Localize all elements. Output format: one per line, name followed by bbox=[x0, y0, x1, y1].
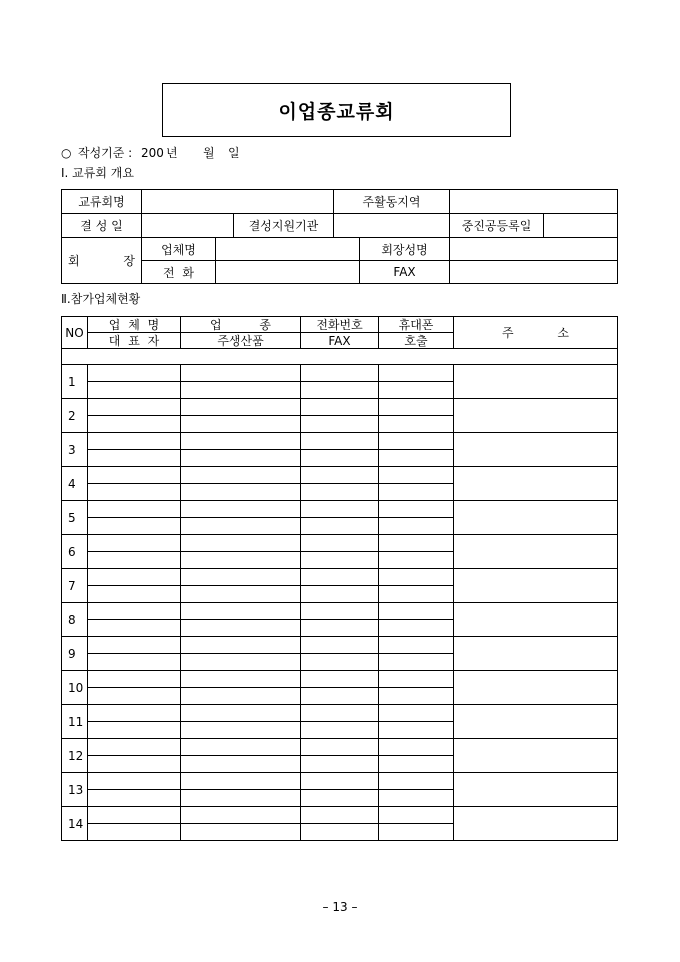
section1-title: Ⅰ. 교류회 개요 bbox=[61, 166, 134, 180]
mobile-cell[interactable] bbox=[379, 365, 454, 382]
fax-cell[interactable] bbox=[301, 382, 379, 399]
header-phone: 전화번호 bbox=[301, 317, 379, 333]
address-cell[interactable] bbox=[454, 705, 618, 739]
row-number: 6 bbox=[62, 535, 88, 569]
basis-month-unit: 월 bbox=[203, 146, 215, 160]
phone-cell[interactable] bbox=[301, 671, 379, 688]
address-cell[interactable] bbox=[454, 569, 618, 603]
pager-cell[interactable] bbox=[379, 688, 454, 705]
header-industry: 업 종 bbox=[181, 317, 301, 333]
mobile-cell[interactable] bbox=[379, 637, 454, 654]
chairman-label: 회 장 bbox=[62, 238, 142, 284]
main-region-field[interactable] bbox=[450, 190, 618, 214]
mobile-cell[interactable] bbox=[379, 501, 454, 518]
representative-cell[interactable] bbox=[88, 620, 181, 637]
table-row bbox=[62, 365, 618, 382]
phone-cell[interactable] bbox=[301, 637, 379, 654]
fax-cell[interactable] bbox=[301, 790, 379, 807]
pager-cell[interactable] bbox=[379, 552, 454, 569]
club-name-field[interactable] bbox=[142, 190, 334, 214]
basis-year-unit: 년 bbox=[166, 146, 178, 160]
chairman-name-field[interactable] bbox=[450, 238, 618, 261]
header-representative: 대 표 자 bbox=[88, 333, 181, 349]
phone-cell[interactable] bbox=[301, 433, 379, 450]
address-cell[interactable] bbox=[454, 807, 618, 841]
row-number: 8 bbox=[62, 603, 88, 637]
industry-cell[interactable] bbox=[181, 535, 301, 552]
representative-cell[interactable] bbox=[88, 688, 181, 705]
pager-cell[interactable] bbox=[379, 518, 454, 535]
registration-date-field[interactable] bbox=[544, 214, 618, 238]
phone-cell[interactable] bbox=[301, 467, 379, 484]
product-cell[interactable] bbox=[181, 722, 301, 739]
pager-cell[interactable] bbox=[379, 450, 454, 467]
phone-cell[interactable] bbox=[301, 569, 379, 586]
company-cell[interactable] bbox=[88, 671, 181, 688]
club-name-label: 교류회명 bbox=[62, 190, 142, 214]
company-cell[interactable] bbox=[88, 467, 181, 484]
industry-cell[interactable] bbox=[181, 705, 301, 722]
title-box bbox=[162, 83, 511, 137]
company-cell[interactable] bbox=[88, 569, 181, 586]
header-mobile: 휴대폰 bbox=[379, 317, 454, 333]
fax-cell[interactable] bbox=[301, 756, 379, 773]
table-row bbox=[62, 637, 618, 654]
table-row bbox=[62, 773, 618, 790]
address-cell[interactable] bbox=[454, 637, 618, 671]
table-row bbox=[62, 671, 618, 688]
phone-cell[interactable] bbox=[301, 739, 379, 756]
table-row bbox=[62, 399, 618, 416]
row-number: 12 bbox=[62, 739, 88, 773]
address-cell[interactable] bbox=[454, 603, 618, 637]
representative-cell[interactable] bbox=[88, 654, 181, 671]
mobile-cell[interactable] bbox=[379, 535, 454, 552]
table-row bbox=[62, 739, 618, 756]
industry-cell[interactable] bbox=[181, 569, 301, 586]
basis-label: 작성기준 : bbox=[78, 146, 133, 160]
pager-cell[interactable] bbox=[379, 484, 454, 501]
fax-cell[interactable] bbox=[301, 620, 379, 637]
product-cell[interactable] bbox=[181, 756, 301, 773]
fax-cell[interactable] bbox=[301, 518, 379, 535]
address-cell[interactable] bbox=[454, 739, 618, 773]
phone-cell[interactable] bbox=[301, 807, 379, 824]
mobile-cell[interactable] bbox=[379, 739, 454, 756]
participants-body bbox=[62, 365, 618, 841]
pager-cell[interactable] bbox=[379, 722, 454, 739]
overview-table bbox=[61, 189, 618, 284]
header-pager: 호출 bbox=[379, 333, 454, 349]
product-cell[interactable] bbox=[181, 518, 301, 535]
pager-cell[interactable] bbox=[379, 586, 454, 603]
phone-label: 전 화 bbox=[142, 261, 216, 284]
company-cell[interactable] bbox=[88, 807, 181, 824]
product-cell[interactable] bbox=[181, 552, 301, 569]
main-region-label: 주활동지역 bbox=[334, 190, 450, 214]
fax-cell[interactable] bbox=[301, 722, 379, 739]
phone-cell[interactable] bbox=[301, 365, 379, 382]
product-cell[interactable] bbox=[181, 382, 301, 399]
representative-cell[interactable] bbox=[88, 484, 181, 501]
fax-cell[interactable] bbox=[301, 586, 379, 603]
row-number: 2 bbox=[62, 399, 88, 433]
support-org-field[interactable] bbox=[334, 214, 450, 238]
phone-cell[interactable] bbox=[301, 773, 379, 790]
industry-cell[interactable] bbox=[181, 671, 301, 688]
header-company: 업 체 명 bbox=[88, 317, 181, 333]
basis-year: 200 bbox=[141, 146, 164, 160]
industry-cell[interactable] bbox=[181, 399, 301, 416]
row-number: 4 bbox=[62, 467, 88, 501]
representative-cell[interactable] bbox=[88, 722, 181, 739]
founded-date-field[interactable] bbox=[142, 214, 234, 238]
mobile-cell[interactable] bbox=[379, 433, 454, 450]
phone-cell[interactable] bbox=[301, 603, 379, 620]
industry-cell[interactable] bbox=[181, 603, 301, 620]
table-row bbox=[62, 569, 618, 586]
product-cell[interactable] bbox=[181, 484, 301, 501]
registration-date-label: 중진공등록일 bbox=[450, 214, 544, 238]
row-number: 11 bbox=[62, 705, 88, 739]
row-number: 5 bbox=[62, 501, 88, 535]
company-cell[interactable] bbox=[88, 603, 181, 620]
table-row bbox=[62, 433, 618, 450]
industry-cell[interactable] bbox=[181, 501, 301, 518]
address-cell[interactable] bbox=[454, 535, 618, 569]
address-cell[interactable] bbox=[454, 671, 618, 705]
table-row bbox=[62, 535, 618, 552]
representative-cell[interactable] bbox=[88, 382, 181, 399]
header-address: 주 소 bbox=[454, 317, 618, 349]
spacer-row bbox=[62, 349, 618, 365]
product-cell[interactable] bbox=[181, 416, 301, 433]
mobile-cell[interactable] bbox=[379, 399, 454, 416]
pager-cell[interactable] bbox=[379, 382, 454, 399]
representative-cell[interactable] bbox=[88, 756, 181, 773]
product-cell[interactable] bbox=[181, 824, 301, 841]
fax-cell[interactable] bbox=[301, 450, 379, 467]
address-cell[interactable] bbox=[454, 467, 618, 501]
fax-cell[interactable] bbox=[301, 688, 379, 705]
address-cell[interactable] bbox=[454, 399, 618, 433]
industry-cell[interactable] bbox=[181, 467, 301, 484]
company-name-label: 업체명 bbox=[142, 238, 216, 261]
fax-cell[interactable] bbox=[301, 416, 379, 433]
representative-cell[interactable] bbox=[88, 450, 181, 467]
mobile-cell[interactable] bbox=[379, 467, 454, 484]
company-cell[interactable] bbox=[88, 773, 181, 790]
mobile-cell[interactable] bbox=[379, 603, 454, 620]
company-cell[interactable] bbox=[88, 705, 181, 722]
mobile-cell[interactable] bbox=[379, 569, 454, 586]
company-name-field[interactable] bbox=[216, 238, 360, 261]
industry-cell[interactable] bbox=[181, 739, 301, 756]
product-cell[interactable] bbox=[181, 654, 301, 671]
page-number: – 13 – bbox=[322, 900, 358, 914]
representative-cell[interactable] bbox=[88, 790, 181, 807]
header-product: 주생산품 bbox=[181, 333, 301, 349]
industry-cell[interactable] bbox=[181, 365, 301, 382]
fax-cell[interactable] bbox=[301, 654, 379, 671]
row-number: 9 bbox=[62, 637, 88, 671]
fax-cell[interactable] bbox=[301, 484, 379, 501]
address-cell[interactable] bbox=[454, 365, 618, 399]
industry-cell[interactable] bbox=[181, 433, 301, 450]
phone-cell[interactable] bbox=[301, 535, 379, 552]
product-cell[interactable] bbox=[181, 790, 301, 807]
mobile-cell[interactable] bbox=[379, 671, 454, 688]
mobile-cell[interactable] bbox=[379, 705, 454, 722]
row-number: 3 bbox=[62, 433, 88, 467]
industry-cell[interactable] bbox=[181, 807, 301, 824]
pager-cell[interactable] bbox=[379, 824, 454, 841]
document-title: 이업종교류회 bbox=[278, 100, 395, 123]
mobile-cell[interactable] bbox=[379, 773, 454, 790]
pager-cell[interactable] bbox=[379, 756, 454, 773]
representative-cell[interactable] bbox=[88, 416, 181, 433]
pager-cell[interactable] bbox=[379, 654, 454, 671]
address-cell[interactable] bbox=[454, 773, 618, 807]
phone-cell[interactable] bbox=[301, 399, 379, 416]
pager-cell[interactable] bbox=[379, 790, 454, 807]
header-no: NO bbox=[62, 317, 88, 349]
row-number: 1 bbox=[62, 365, 88, 399]
phone-cell[interactable] bbox=[301, 705, 379, 722]
company-cell[interactable] bbox=[88, 365, 181, 382]
representative-cell[interactable] bbox=[88, 824, 181, 841]
fax-cell[interactable] bbox=[301, 824, 379, 841]
representative-cell[interactable] bbox=[88, 518, 181, 535]
company-cell[interactable] bbox=[88, 433, 181, 450]
company-cell[interactable] bbox=[88, 637, 181, 654]
address-cell[interactable] bbox=[454, 433, 618, 467]
table-row bbox=[62, 705, 618, 722]
table-row bbox=[62, 467, 618, 484]
basis-marker: ○ bbox=[61, 146, 72, 160]
row-number: 14 bbox=[62, 807, 88, 841]
founded-date-label: 결 성 일 bbox=[62, 214, 142, 238]
participants-table bbox=[61, 316, 618, 841]
fax-field[interactable] bbox=[450, 261, 618, 284]
section2-title: Ⅱ.참가업체현황 bbox=[61, 292, 141, 306]
product-cell[interactable] bbox=[181, 450, 301, 467]
pager-cell[interactable] bbox=[379, 416, 454, 433]
basis-day-unit: 일 bbox=[228, 146, 240, 160]
product-cell[interactable] bbox=[181, 620, 301, 637]
fax-cell[interactable] bbox=[301, 552, 379, 569]
company-cell[interactable] bbox=[88, 399, 181, 416]
fax-label: FAX bbox=[360, 261, 450, 284]
row-number: 10 bbox=[62, 671, 88, 705]
address-cell[interactable] bbox=[454, 501, 618, 535]
company-cell[interactable] bbox=[88, 535, 181, 552]
industry-cell[interactable] bbox=[181, 637, 301, 654]
support-org-label: 결성지원기관 bbox=[234, 214, 334, 238]
mobile-cell[interactable] bbox=[379, 807, 454, 824]
product-cell[interactable] bbox=[181, 586, 301, 603]
row-number: 13 bbox=[62, 773, 88, 807]
representative-cell[interactable] bbox=[88, 586, 181, 603]
company-cell[interactable] bbox=[88, 501, 181, 518]
table-row bbox=[62, 501, 618, 518]
phone-field[interactable] bbox=[216, 261, 360, 284]
pager-cell[interactable] bbox=[379, 620, 454, 637]
header-fax: FAX bbox=[301, 333, 379, 349]
table-row bbox=[62, 807, 618, 824]
company-cell[interactable] bbox=[88, 739, 181, 756]
chairman-name-label: 회장성명 bbox=[360, 238, 450, 261]
industry-cell[interactable] bbox=[181, 773, 301, 790]
row-number: 7 bbox=[62, 569, 88, 603]
table-row bbox=[62, 603, 618, 620]
product-cell[interactable] bbox=[181, 688, 301, 705]
representative-cell[interactable] bbox=[88, 552, 181, 569]
phone-cell[interactable] bbox=[301, 501, 379, 518]
